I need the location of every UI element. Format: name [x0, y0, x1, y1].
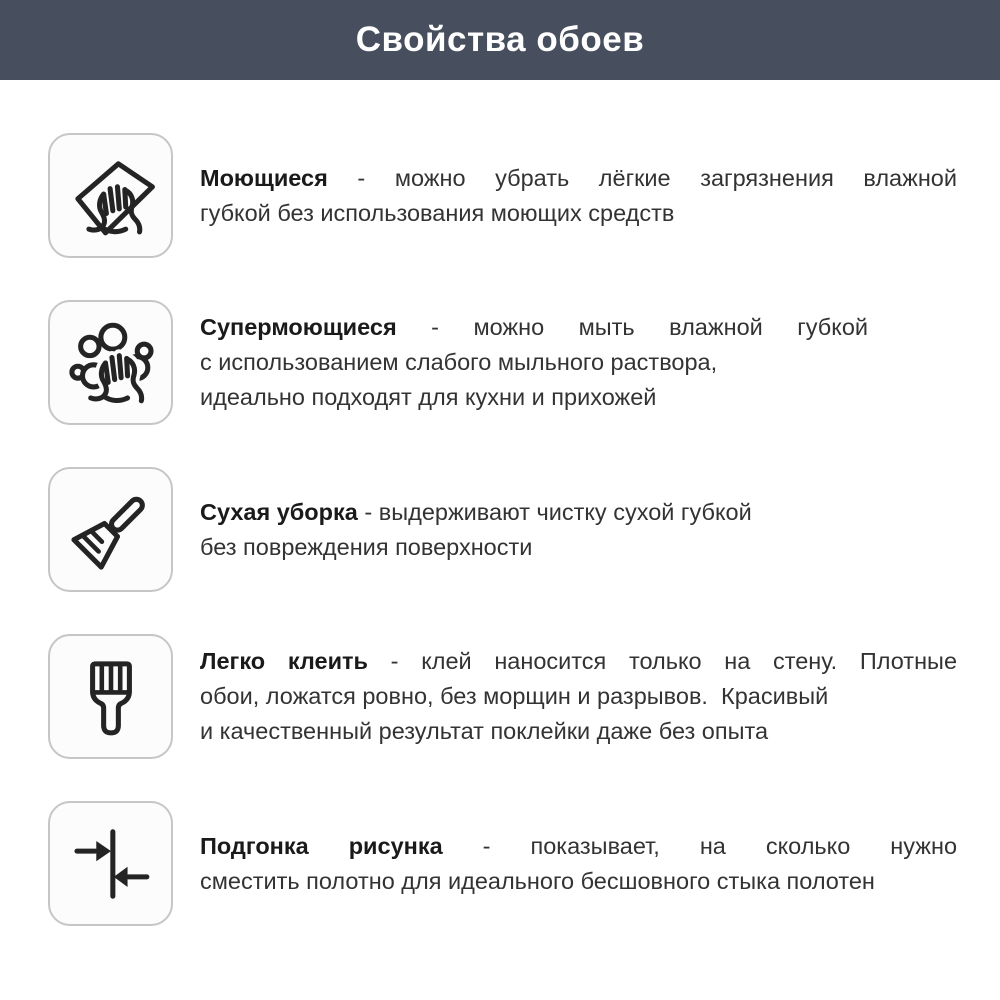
- description-text: выдерживают чистку сухой губкой: [378, 498, 752, 525]
- super-washable-icon-box: [48, 300, 173, 425]
- properties-list: [0, 80, 1000, 926]
- description-line: [200, 829, 957, 864]
- pattern-match-icon: [65, 818, 157, 910]
- description-line: [200, 644, 957, 679]
- property-term: Моющиеся: [200, 164, 328, 191]
- property-description: [200, 644, 957, 749]
- description-line: с использованием слабого мыльного раствора,: [200, 349, 718, 375]
- property-term: Сухая уборка: [200, 498, 358, 525]
- description-line: сместить полотно для идеального бесшовного стыка полотен: [200, 867, 875, 894]
- property-row-easy-glue: [48, 634, 957, 759]
- description-line: [200, 310, 868, 345]
- property-description: [200, 310, 868, 415]
- left-arrow: [76, 841, 110, 861]
- property-term: Супермоющиеся: [200, 314, 397, 340]
- dry-cleaning-icon-box: [48, 467, 173, 592]
- description-text: клей наносится только на стену. Плотные: [421, 648, 958, 674]
- property-row-super-washable: [48, 300, 957, 425]
- cloth-shape: [77, 163, 152, 232]
- dash-separator: -: [431, 314, 439, 340]
- description-line: без повреждения поверхности: [200, 533, 533, 560]
- right-arrow: [113, 866, 146, 886]
- broom-icon: [65, 484, 157, 576]
- description-line: [200, 161, 957, 196]
- dash-separator: -: [390, 648, 399, 674]
- description-text: можно убрать лёгкие загрязнения влажной: [394, 164, 957, 191]
- pattern-match-icon-box: [48, 801, 173, 926]
- easy-glue-icon-box: [48, 634, 173, 759]
- property-description: [200, 161, 957, 231]
- soap-hand-icon: [65, 317, 157, 409]
- hand-shape: [90, 355, 141, 400]
- broom-shape: [73, 487, 153, 567]
- wipe-hand-icon: [65, 150, 157, 242]
- header: [0, 0, 1000, 80]
- property-term: Подгонка рисунка: [200, 832, 443, 859]
- description-line: идеально подходят для кухни и прихожей: [200, 384, 657, 410]
- description-line: и качественный результат поклейки даже без опыта: [200, 718, 769, 744]
- description-text: можно мыть влажной губкой: [473, 314, 869, 340]
- description-line: [200, 495, 957, 530]
- property-row-dry-cleaning: [48, 467, 957, 592]
- description-line: губкой без использования моющих средств: [200, 199, 675, 226]
- washable-icon-box: [48, 133, 173, 258]
- property-row-pattern-match: [48, 801, 957, 926]
- description-line: обои, ложатся ровно, без морщин и разрывов. Красивый: [200, 683, 829, 709]
- dash-separator: -: [357, 164, 366, 191]
- property-term: Легко клеить: [200, 648, 368, 674]
- property-description: [200, 829, 957, 899]
- property-description: [200, 495, 957, 565]
- page-title: Свойства обоев: [355, 20, 645, 59]
- paintbrush-shape: [92, 663, 129, 732]
- description-text: показывает, на сколько нужно: [530, 832, 958, 859]
- broom-handle: [109, 496, 145, 532]
- dash-separator: -: [482, 832, 491, 859]
- dash-separator: -: [364, 498, 373, 525]
- property-row-washable: [48, 133, 957, 258]
- paintbrush-icon: [65, 651, 157, 743]
